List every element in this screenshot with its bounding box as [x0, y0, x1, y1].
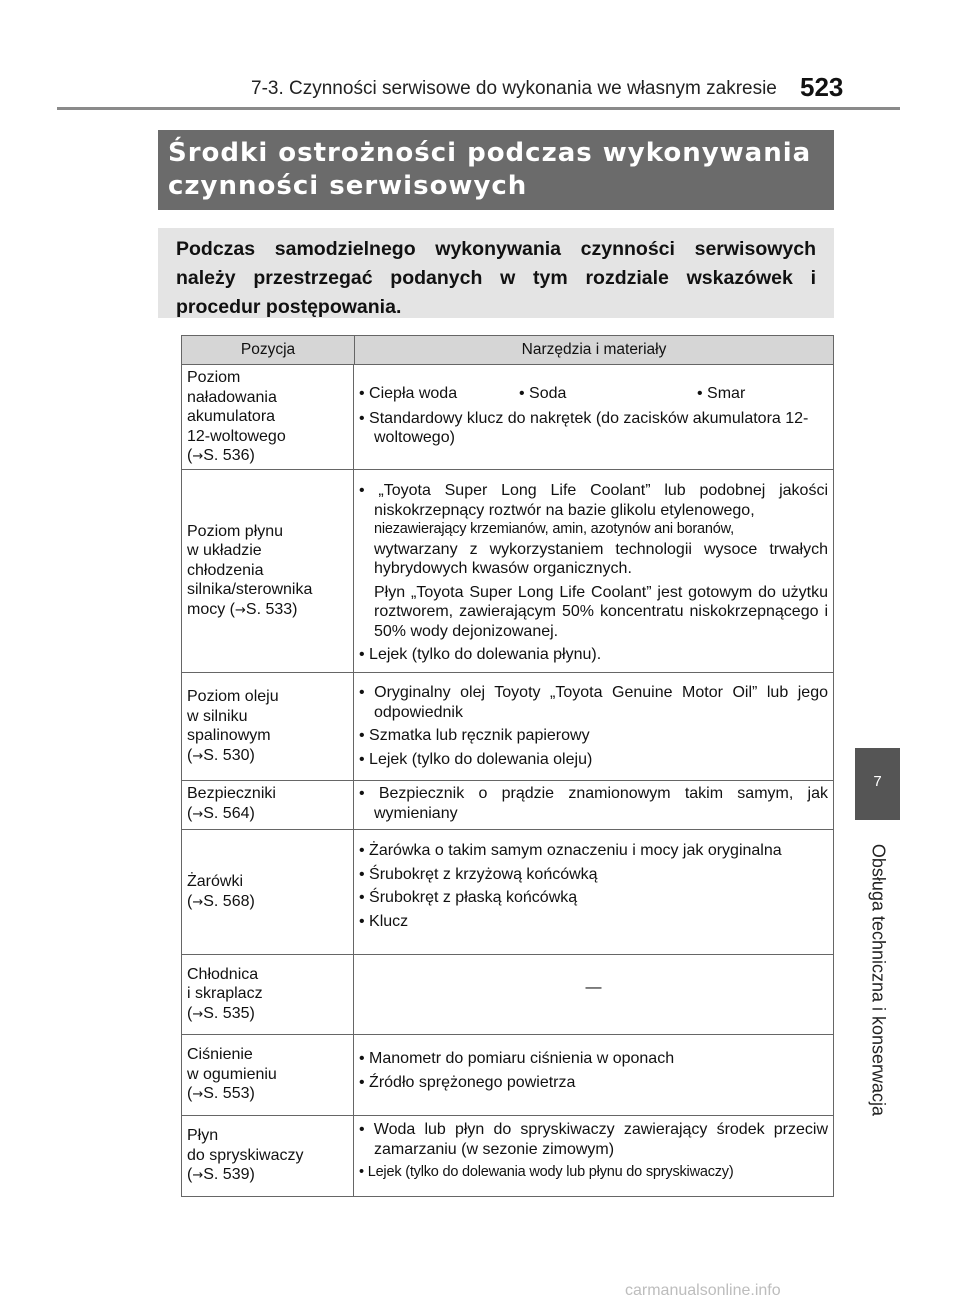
tools-cell: [354, 781, 833, 829]
item-line: chłodzenia: [187, 561, 264, 579]
item-line: Ciśnienie: [187, 1046, 253, 1064]
tool-item: • „Toyota Super Long Life Coolant” lub podobnej jakości niskokrzepnący roztwór na bazie glikolu etylenowego,: [359, 482, 828, 519]
arrow-right-icon: →: [192, 1168, 204, 1184]
item-line: Żarówki: [187, 873, 244, 890]
page-number: 523: [800, 72, 844, 102]
page-reference-text: S. 539: [203, 1166, 250, 1184]
item-cell: [182, 1035, 354, 1115]
table-row: [182, 673, 833, 781]
arrow-right-icon: →: [192, 894, 204, 910]
tools-inline-list: [359, 384, 828, 404]
arrow-right-icon: →: [192, 806, 204, 822]
header-divider: [57, 107, 900, 110]
tool-item: • Źródło sprężonego powietrza: [359, 1073, 576, 1091]
item-cell: [182, 365, 354, 469]
tools-cell: [354, 365, 833, 469]
table-row: [182, 955, 833, 1035]
tools-cell: [354, 955, 833, 1034]
tools-table: [181, 335, 834, 1197]
page-title: [158, 130, 834, 210]
header-item: Pozycja: [182, 336, 355, 364]
item-cell: [182, 470, 354, 672]
item-cell: [182, 1116, 354, 1196]
chapter-tab: [855, 748, 900, 820]
tools-cell: [354, 470, 833, 672]
table-row: [182, 830, 833, 955]
page-reference-text: S. 553: [203, 1085, 250, 1103]
table-row: [182, 365, 833, 470]
tool-item: • Śrubokręt z krzyżową końcówką: [359, 865, 598, 883]
tool-item: • Klucz: [359, 912, 409, 930]
table-row: [182, 1116, 833, 1196]
arrow-right-icon: →: [192, 449, 204, 464]
tool-item-continued: wytwarzany z wykorzystaniem technologii wysoce trwałych hybrydowych kwasów organicznych.: [374, 540, 828, 577]
tool-item: • Ciepła woda: [359, 385, 458, 402]
page-title-line-1: Środki ostrożności podczas wykonywania: [168, 138, 812, 168]
page-reference: (→S. 530): [187, 746, 255, 764]
tool-item: • Smar: [697, 385, 746, 402]
table-row: [182, 470, 833, 673]
page-reference-text: S. 530: [203, 746, 250, 764]
table-header: [182, 336, 833, 365]
item-line: Płyn: [187, 1127, 219, 1145]
item-cell: [182, 673, 354, 780]
page-reference: (→S. 536): [187, 447, 255, 464]
arrow-right-icon: →: [235, 602, 246, 618]
item-line: mocy (: [187, 600, 235, 618]
tool-item: • Bezpiecznik o prądzie znamionowym takim samym, jak wymieniany: [359, 785, 828, 822]
page-title-line-2: czynności serwisowych: [168, 171, 528, 201]
tool-item: • Soda: [519, 385, 567, 402]
arrow-right-icon: →: [192, 1087, 204, 1103]
item-line: do spryskiwaczy: [187, 1146, 304, 1164]
header-tools: Narzędzia i materiały: [521, 341, 667, 358]
tool-item: • Manometr do pomiaru ciśnienia w oponach: [359, 1050, 675, 1067]
tool-item: • Standardowy klucz do nakrętek (do zacisków akumulatora 12-woltowego): [359, 409, 809, 446]
chapter-tab-label: Obsługa techniczna i konserwacja: [868, 843, 889, 1117]
item-cell: [182, 955, 354, 1034]
item-line: Poziom: [187, 369, 241, 386]
arrow-right-icon: →: [192, 1006, 204, 1022]
page-reference-text: S. 535: [203, 1004, 250, 1022]
item-line: w silniku: [187, 707, 248, 725]
tool-item: • Oryginalny olej Toyoty „Toyota Genuine Motor Oil” lub jego odpowiednik: [359, 684, 828, 721]
item-line: 12-woltowego: [187, 427, 286, 445]
tool-item: • Lejek (tylko do dolewania wody lub płynu do spryskiwaczy): [359, 1164, 734, 1180]
tool-item: • Lejek (tylko do dolewania płynu).: [359, 646, 602, 663]
tools-cell: [354, 830, 833, 954]
page-reference: (→S. 568): [187, 892, 255, 910]
tool-item: • Lejek (tylko do dolewania oleju): [359, 750, 593, 768]
page-reference: mocy (→S. 533): [187, 600, 298, 618]
tools-cell: [354, 1116, 833, 1196]
tool-item: • Szmatka lub ręcznik papierowy: [359, 727, 590, 744]
item-cell: [182, 830, 354, 954]
item-line: silnika/sterownika: [187, 581, 313, 599]
page-reference-text: S. 568: [203, 892, 250, 910]
page-reference: (→S. 553): [187, 1085, 255, 1103]
tools-cell: [354, 1035, 833, 1115]
coolant-note: Płyn „Toyota Super Long Life Coolant” jest gotowym do użytku roztworem, zawierającym 50% koncentratu niskokrzepnącego i 50% wody dejonizowanej.: [374, 583, 828, 640]
table-row: [182, 1035, 833, 1116]
section-title: 7-3. Czynności serwisowe do wykonania we własnym zakresie: [251, 78, 777, 99]
page-reference-text: S. 533: [245, 600, 293, 618]
item-cell: [182, 781, 354, 829]
page-reference-text: S. 564: [203, 804, 250, 822]
item-line: i skraplacz: [187, 985, 263, 1003]
item-line: Chłodnica: [187, 965, 259, 983]
tool-item-continued: niezawierający krzemianów, amin, azotynów ani boranów,: [374, 521, 734, 537]
item-line: Poziom płynu: [187, 522, 284, 540]
chapter-tab-number: 7: [873, 773, 882, 790]
tool-item: • Śrubokręt z płaską końcówką: [359, 889, 578, 906]
tool-item: • Woda lub płyn do spryskiwaczy zawierający środek przeciw zamarzaniu (w sezonie zimowym): [359, 1121, 828, 1158]
page-reference: (→S. 535): [187, 1004, 255, 1022]
item-line: Poziom oleju: [187, 688, 279, 705]
page-reference: (→S. 539): [187, 1166, 255, 1184]
item-line: naładowania: [187, 388, 277, 406]
item-line: spalinowym: [187, 727, 271, 744]
intro-text: Podczas samodzielnego wykonywania czynności serwisowych należy przestrzegać podanych w tym rozdziale wskazówek i procedur postępowania.: [158, 228, 834, 318]
page-reference-text: S. 536: [203, 447, 250, 464]
item-line: w ogumieniu: [187, 1065, 277, 1083]
arrow-right-icon: →: [192, 748, 204, 764]
item-line: akumulatora: [187, 408, 276, 425]
tool-item: • Żarówka o takim samym oznaczeniu i mocy jak oryginalna: [359, 842, 782, 859]
item-line: Bezpieczniki: [187, 785, 276, 802]
page-reference: (→S. 564): [187, 804, 255, 822]
no-tools-dash: —: [585, 979, 602, 996]
item-line: w układzie: [187, 542, 262, 560]
tools-cell: [354, 673, 833, 780]
watermark: carmanualsonline.info: [625, 1282, 781, 1299]
table-row: [182, 781, 833, 830]
